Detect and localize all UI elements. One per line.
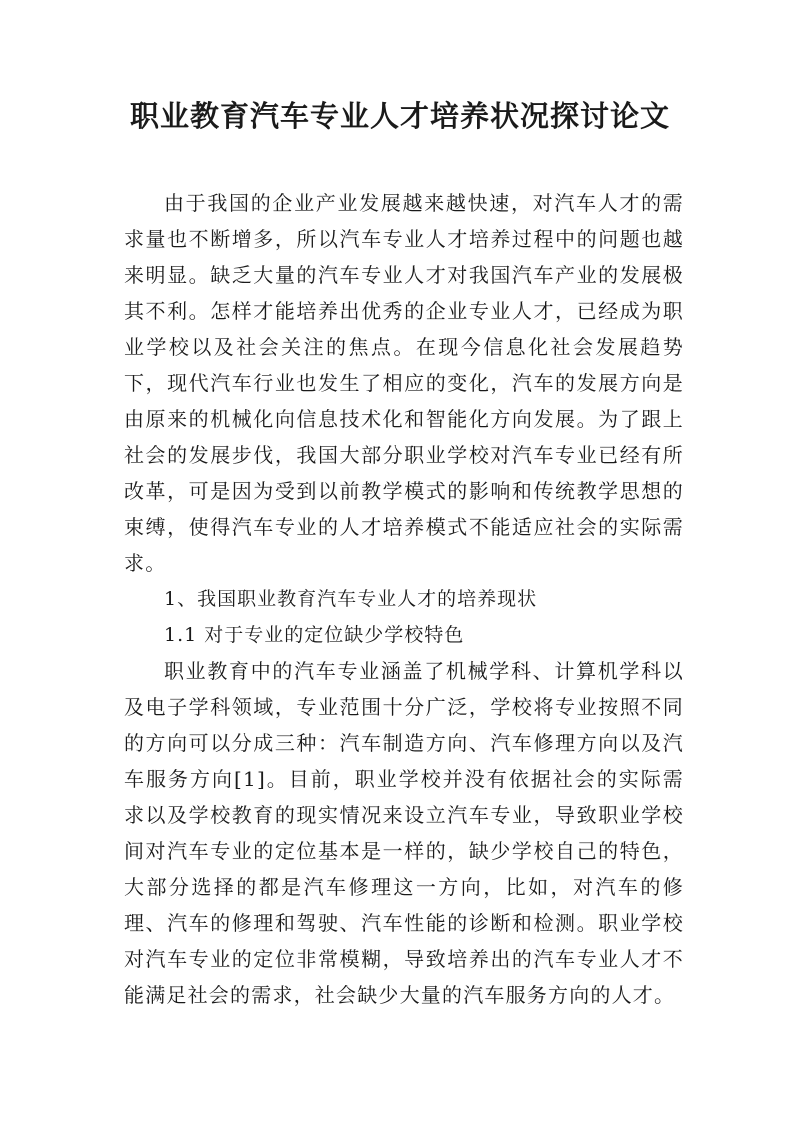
intro-paragraph: 由于我国的企业产业发展越来越快速，对汽车人才的需求量也不断增多，所以汽车专业人才培养过程中的问题也越来明显。缺乏大量的汽车专业人才对我国汽车产业的发展极其不利。怎样才能培养出优秀的企业专业人才，已经成为职业学校以及社会关注的焦点。在现今信息化社会发展趋势下，现代汽车行业也发生了相应的变化，汽车的发展方向是由原来的机械化向信息技术化和智能化方向发展。为了跟上社会的发展步伐，我国大部分职业学校对汽车专业已经有所改革，可是因为受到以前教学模式的影响和传统教学思想的束缚，使得汽车专业的人才培养模式不能适应社会的实际需求。 (124, 191, 684, 575)
document-title: 职业教育汽车专业人才培养状况探讨论文 (129, 99, 670, 133)
document-body (124, 185, 684, 1013)
subsection-heading: 1.1 对于专业的定位缺少学校特色 (164, 624, 465, 646)
section-paragraph: 职业教育中的汽车专业涵盖了机械学科、计算机学科以及电子学科领域，专业范围十分广泛，学校将专业按照不同的方向可以分成三种：汽车制造方向、汽车修理方向以及汽车服务方向[1]。目前，职业学校并没有依据社会的实际需求以及学校教育的现实情况来设立汽车专业，导致职业学校间对汽车专业的定位基本是一样的，缺少学校自己的特色，大部分选择的都是汽车修理这一方向，比如，对汽车的修理、汽车的修理和驾驶、汽车性能的诊断和检测。职业学校对汽车专业的定位非常模糊，导致培养出的汽车专业人才不能满足社会的需求，社会缺少大量的汽车服务方向的人才。 (124, 659, 684, 1007)
section-heading: 1、我国职业教育汽车专业人才的培养现状 (164, 588, 538, 610)
